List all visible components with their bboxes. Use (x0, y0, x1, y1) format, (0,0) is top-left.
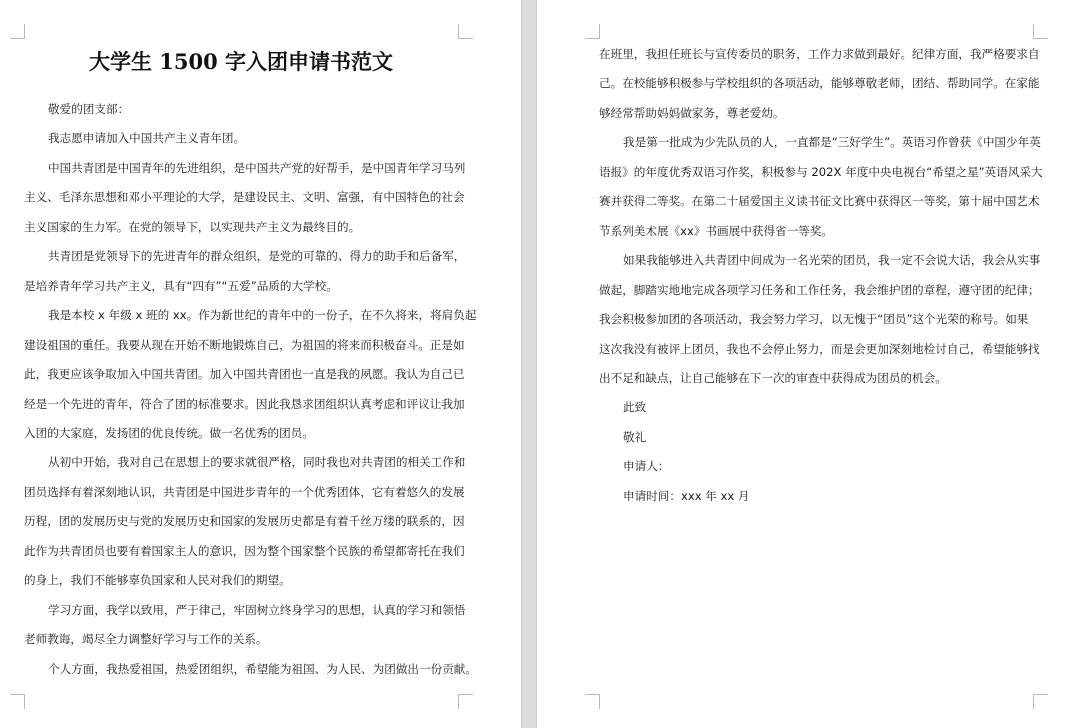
text-line: 我会积极参加团的各项活动，我会努力学习，以无愧于“团员”这个光荣的称号。如果 (599, 312, 1029, 327)
text-line: 是培养青年学习共产主义，具有“四有”“五爱”品质的大学校。 (24, 278, 338, 293)
text-line: 此致 (623, 400, 647, 415)
crop-mark-bottom-right (458, 694, 473, 709)
text-line: 建设祖国的重任。我要从现在开始不断地锻炼自己，为祖国的将来而积极奋斗。正是如 (24, 337, 465, 352)
text-line: 在班里，我担任班长与宣传委员的职务，工作力求做到最好。纪律方面，我严格要求自 (599, 47, 1040, 61)
text-line: 如果我能够进入共青团中间成为一名光荣的团员，我一定不会说大话，我会从实事 (623, 253, 1041, 268)
crop-mark-bottom-left (585, 694, 600, 709)
text-line: 入团的大家庭，发扬团的优良传统。做一名优秀的团员。 (24, 425, 314, 440)
text-line: 我是本校 x 年级 x 班的 xx。作为新世纪的青年中的一份子，在不久将来，将肩负起 (48, 308, 477, 323)
text-line: 个人方面，我热爱祖国，热爱团组织，希望能为祖国、为人民、为团做出一份贡献。 (48, 661, 477, 676)
text-line: 出不足和缺点，让自己能够在下一次的审查中获得成为团员的机会。 (599, 370, 947, 385)
text-line: 我是第一批成为少先队员的人，一直都是“三好学生”。英语习作曾获《中国少年英 (623, 135, 1041, 150)
text-line: 语报》的年度优秀双语习作奖，积极参与 202X 年度中央电视台“希望之星”英语风采大 (599, 164, 1043, 179)
text-line: 我志愿申请加入中国共产主义青年团。 (48, 131, 246, 146)
text-line: 学习方面，我学以致用，严于律己，牢固树立终身学习的思想，认真的学习和领悟 (48, 602, 466, 617)
crop-mark-top-left (10, 24, 25, 39)
text-line: 此，我更应该争取加入中国共青团。加入中国共青团也一直是我的夙愿。我认为自己已 (24, 367, 465, 382)
text-line: 共青团是党领导下的先进青年的群众组织，是党的可靠的、得力的助手和后备军， (48, 249, 466, 264)
text-line: 团员选择有着深刻地认识，共青团是中国进步青年的一个优秀团体，它有着悠久的发展 (24, 484, 465, 499)
crop-mark-bottom-left (10, 694, 25, 709)
text-line: 申请人： (623, 459, 670, 474)
text-line: 历程，团的发展历史与党的发展历史和国家的发展历史都是有着千丝万缕的联系的，因 (24, 514, 465, 529)
text-line: 中国共青团是中国青年的先进组织，是中国共产党的好帮手，是中国青年学习马列 (48, 160, 466, 175)
page-gutter (521, 0, 537, 728)
crop-mark-top-right (458, 24, 473, 39)
crop-mark-bottom-right (1033, 694, 1048, 709)
text-line: 主义国家的生力军。在党的领导下，以实现共产主义为最终目的。 (24, 219, 361, 234)
text-line: 经是一个先进的青年，符合了团的标准要求。因此我恳求团组织认真考虑和评议让我加 (24, 396, 465, 411)
text-line: 申请时间：xxx 年 xx 月 (623, 488, 750, 503)
crop-mark-top-left (585, 24, 600, 39)
text-line: 从初中开始，我对自己在思想上的要求就很严格，同时我也对共青团的相关工作和 (48, 455, 466, 470)
text-line: 赛并获得二等奖。在第二十届爱国主义读书征文比赛中获得区一等奖，第十届中国艺术 (599, 194, 1040, 209)
text-line: 做起，脚踏实地地完成各项学习任务和工作任务，我会维护团的章程，遵守团的纪律； (599, 282, 1040, 297)
document-title: 大学生 1500 字入团申请书范文 (88, 49, 394, 74)
crop-mark-top-right (1033, 24, 1048, 39)
text-line: 敬爱的团支部： (48, 102, 130, 116)
text-line: 这次我没有被评上团员，我也不会停止努力，而是会更加深刻地检讨自己，希望能够找 (599, 341, 1040, 356)
text-line: 的身上，我们不能够辜负国家和人民对我们的期望。 (24, 573, 291, 588)
text-line: 老师教诲，竭尽全力调整好学习与工作的关系。 (24, 632, 268, 647)
text-line: 主义、毛泽东思想和邓小平理论的大学，是建设民主、文明、富强，有中国特色的社会 (24, 190, 465, 205)
text-line: 己。在校能够积极参与学校组织的各项活动，能够尊敬老师，团结、帮助同学。在家能 (599, 76, 1040, 91)
text-line: 此作为共青团员也要有着国家主人的意识，因为整个国家整个民族的希望都寄托在我们 (24, 543, 465, 558)
text-line: 够经常帮助妈妈做家务，尊老爱幼。 (599, 105, 785, 120)
text-line: 节系列美术展《xx》书画展中获得省一等奖。 (599, 223, 834, 238)
text-line: 敬礼 (623, 429, 647, 444)
